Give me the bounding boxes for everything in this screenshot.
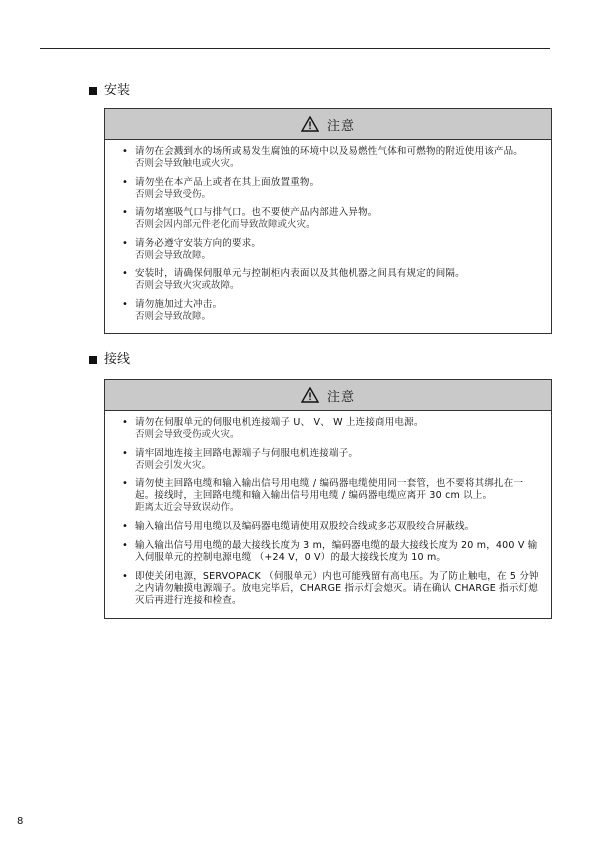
list-item <box>135 448 541 472</box>
item-text: • 安装时，请确保伺服单元与控制柜内表面以及其他机器之间具有规定的间隔。 <box>135 268 465 279</box>
caution-label: 注意 <box>326 389 355 405</box>
warning-triangle-icon <box>301 387 319 403</box>
caution-list <box>105 140 551 333</box>
caution-label: 注意 <box>326 118 355 134</box>
list-item <box>135 417 541 441</box>
list-item <box>135 146 541 170</box>
page-number: 8 <box>17 816 24 827</box>
caution-box-wiring <box>104 379 552 619</box>
list-item <box>135 521 541 533</box>
item-text: • 请勿坐在本产品上或者在其上面放置重物。 <box>135 176 320 188</box>
top-rule <box>40 48 550 49</box>
item-text: • 请勿在会溅到水的场所或易发生腐蚀的环境中以及易燃性气体和可燃物的附近使用该产品。 <box>135 146 524 157</box>
item-note: 否则会导致故障。 <box>135 310 212 322</box>
list-item <box>135 478 541 514</box>
square-bullet-icon <box>89 356 97 364</box>
item-text: • 输入输出信号用电缆以及编码器电缆请使用双股绞合线或多芯双股绞合屏蔽线。 <box>135 520 475 532</box>
warning-triangle-icon <box>301 116 319 132</box>
item-note: 否则会导致火灾或故障。 <box>135 280 240 291</box>
list-item <box>135 268 541 292</box>
list-item <box>135 177 541 201</box>
item-text: • 请勿使主回路电缆和输入输出信号用电缆 / 编码器电缆使用同一套管，也不要将其绑扎在一起。接线时，主回路电缆和输入输出信号用电缆 / 编码器电缆应离开 30 cm 以上。 <box>135 478 524 501</box>
item-text: • 请务必遵守安装方向的要求。 <box>135 237 262 249</box>
item-note: 距离太近会导致误动作。 <box>135 502 240 513</box>
square-bullet-icon <box>89 87 97 95</box>
item-note: 否则会导致受伤或火灾。 <box>135 429 240 440</box>
item-note: 否则会导致触电或火灾。 <box>135 158 240 169</box>
section-title: 安装 <box>104 83 131 98</box>
list-item <box>135 299 541 323</box>
list-item <box>135 571 541 607</box>
section-heading-wiring <box>89 352 130 368</box>
item-note: 否则会导致受伤。 <box>135 188 212 200</box>
caution-list <box>105 411 551 618</box>
caution-header <box>105 109 551 140</box>
section-heading-installation <box>89 83 130 99</box>
list-item <box>135 238 541 262</box>
item-note: 否则会引发火灾。 <box>135 459 212 471</box>
item-text: • 请牢固地连接主回路电源端子与伺服电机连接端子。 <box>135 447 359 459</box>
caution-header <box>105 380 551 411</box>
item-text: • 请勿堵塞吸气口与排气口。也不要使产品内部进入异物。 <box>135 207 378 218</box>
caution-box-installation <box>104 108 552 334</box>
list-item <box>135 207 541 231</box>
item-text: • 输入输出信号用电缆的最大接线长度为 3 m，编码器电缆的最大接线长度为 20 m，400 V 输入伺服单元的控制电源电缆 （+24 V，0 V）的最大接线长度为 10 m。 <box>135 539 538 563</box>
item-text: • 即使关闭电源，SERVOPACK （伺服单元）内也可能残留有高电压。为了防止触电，在 5 分钟之内请勿触摸电源端子。放电完毕后，CHARGE 指示灯会熄灭。请在确认 CHARGE 指示灯熄灭后再进行连接和检查。 <box>135 570 539 606</box>
item-note: 否则会因内部元件老化而导致故障或火灾。 <box>135 219 316 230</box>
list-item <box>135 540 541 564</box>
item-text: • 请勿在伺服单元的伺服电机连接端子 U、 V、 W 上连接商用电源。 <box>135 417 424 428</box>
section-title: 接线 <box>104 352 131 367</box>
item-note: 否则会导致故障。 <box>135 249 212 261</box>
item-text: • 请勿施加过大冲击。 <box>135 298 223 310</box>
